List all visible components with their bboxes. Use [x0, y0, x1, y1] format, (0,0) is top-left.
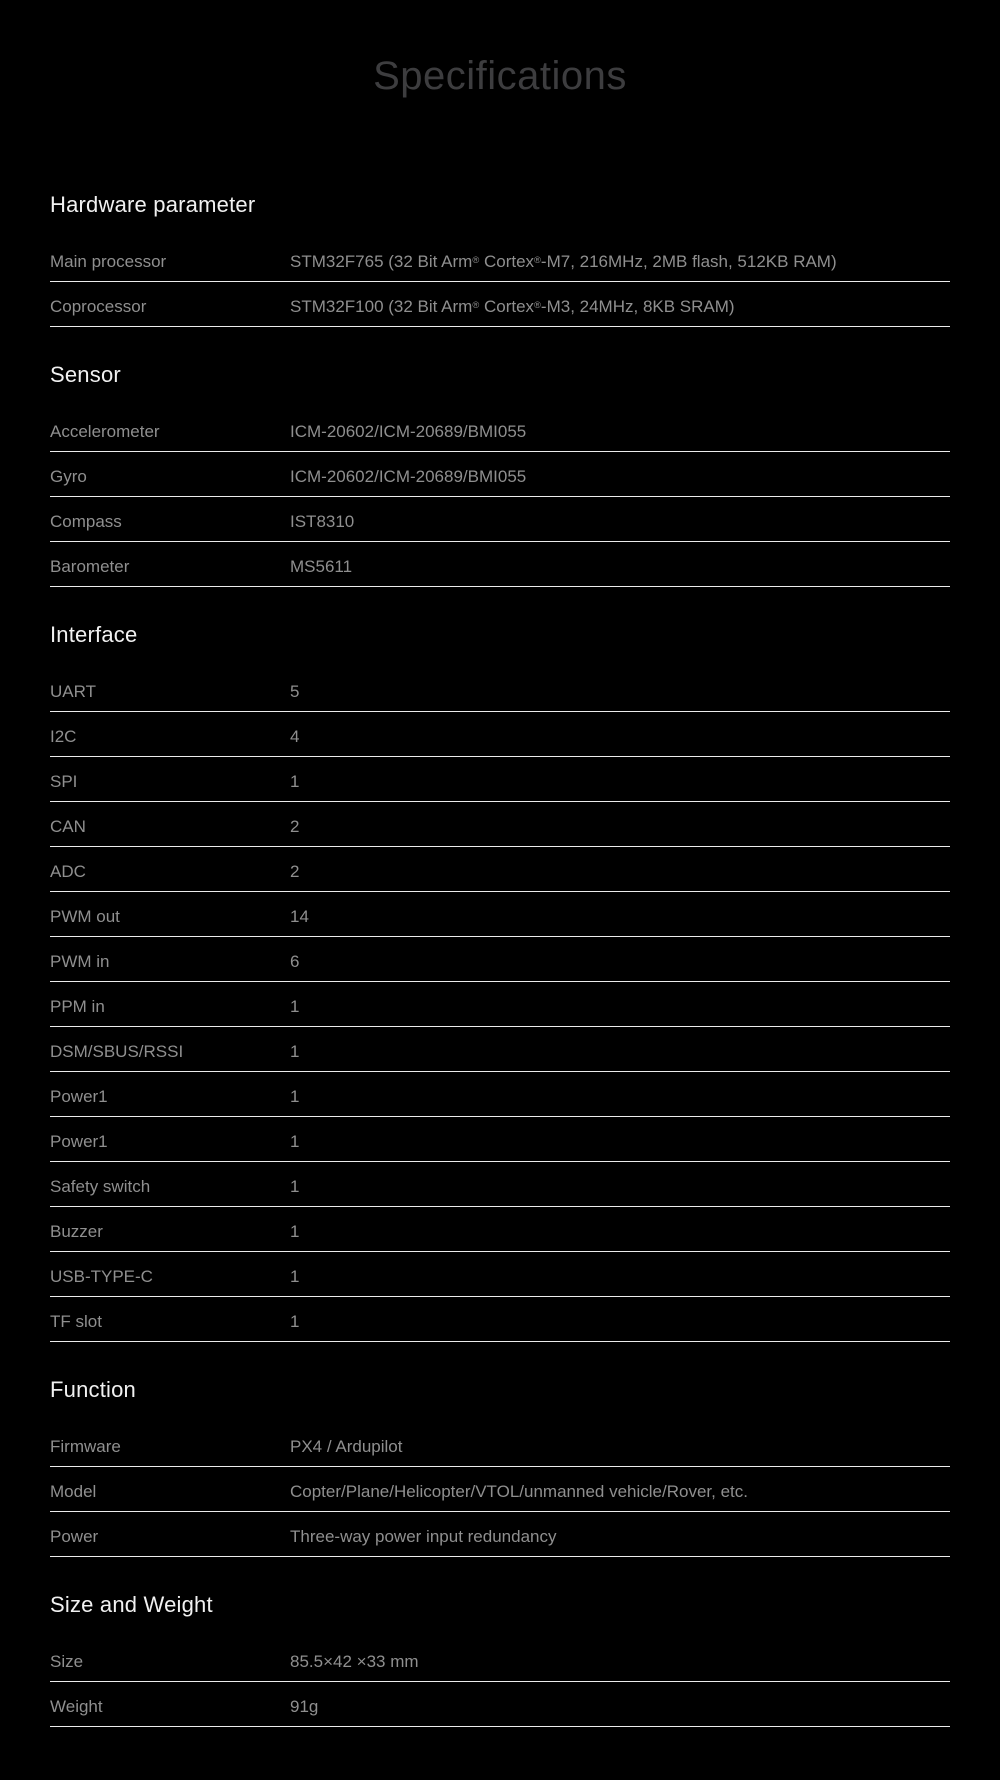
spec-value: 1 [290, 1042, 300, 1061]
section-sensor [50, 327, 950, 587]
table-row [50, 1297, 950, 1342]
table-row [50, 282, 950, 327]
section-title-sensor: Sensor [50, 362, 121, 387]
spec-label: Firmware [50, 1437, 121, 1456]
table-row [50, 1637, 950, 1682]
spec-label: Gyro [50, 467, 87, 486]
spec-label: USB-TYPE-C [50, 1267, 153, 1286]
section-hardware-parameter [50, 157, 950, 327]
spec-label: Compass [50, 512, 122, 531]
spec-value: 1 [290, 1267, 300, 1286]
table-row [50, 757, 950, 802]
spec-table-interface [50, 667, 950, 1342]
spec-value: 1 [290, 997, 300, 1016]
table-row [50, 497, 950, 542]
section-title-interface: Interface [50, 622, 138, 647]
spec-value: 91g [290, 1697, 319, 1716]
section-title-size-and-weight: Size and Weight [50, 1592, 213, 1617]
spec-label: Barometer [50, 557, 130, 576]
table-row [50, 1162, 950, 1207]
spec-label: ADC [50, 862, 86, 881]
table-row [50, 1512, 950, 1557]
spec-label: Model [50, 1482, 97, 1501]
spec-label: Power [50, 1527, 99, 1546]
spec-value: 1 [290, 1087, 300, 1106]
spec-value: STM32F765 (32 Bit Arm® Cortex®-M7, 216MHz, 2MB flash, 512KB RAM) [290, 252, 837, 271]
spec-table-sensor [50, 407, 950, 587]
spec-value: 2 [290, 817, 300, 836]
section-size-and-weight [50, 1557, 950, 1727]
table-row [50, 542, 950, 587]
spec-label: DSM/SBUS/RSSI [50, 1042, 184, 1061]
spec-value: 1 [290, 1132, 300, 1151]
spec-value: 1 [290, 772, 300, 791]
spec-label: UART [50, 682, 96, 701]
spec-value: ICM-20602/ICM-20689/BMI055 [290, 422, 527, 441]
spec-value: MS5611 [290, 557, 353, 576]
spec-label: Power1 [50, 1132, 108, 1151]
spec-value: 2 [290, 862, 300, 881]
section-function [50, 1342, 950, 1557]
table-row [50, 847, 950, 892]
spec-value: Three-way power input redundancy [290, 1527, 557, 1546]
table-row [50, 892, 950, 937]
spec-table-function [50, 1422, 950, 1557]
spec-value: 5 [290, 682, 300, 701]
spec-label: Accelerometer [50, 422, 160, 441]
spec-label: Weight [50, 1697, 103, 1716]
table-row [50, 1027, 950, 1072]
spec-value: ICM-20602/ICM-20689/BMI055 [290, 467, 527, 486]
spec-label: Main processor [50, 252, 167, 271]
specifications-content [50, 157, 950, 1727]
spec-value: 4 [290, 727, 300, 746]
table-row [50, 1467, 950, 1512]
spec-value: 1 [290, 1222, 300, 1241]
section-title-function: Function [50, 1377, 136, 1402]
spec-label: TF slot [50, 1312, 102, 1331]
section-title-hardware-parameter: Hardware parameter [50, 192, 256, 217]
table-row [50, 1117, 950, 1162]
table-row [50, 712, 950, 757]
table-row [50, 1422, 950, 1467]
table-row [50, 667, 950, 712]
section-interface [50, 587, 950, 1342]
spec-label: SPI [50, 772, 78, 791]
spec-value: STM32F100 (32 Bit Arm® Cortex®-M3, 24MHz, 8KB SRAM) [290, 297, 735, 316]
table-row [50, 1207, 950, 1252]
table-row [50, 1682, 950, 1727]
spec-value: 14 [290, 907, 309, 926]
spec-label: CAN [50, 817, 86, 836]
spec-value: IST8310 [290, 512, 355, 531]
spec-value: 1 [290, 1312, 300, 1331]
spec-table-size-and-weight [50, 1637, 950, 1727]
table-row [50, 802, 950, 847]
table-row [50, 937, 950, 982]
specifications-page [0, 52, 1000, 1780]
spec-value: 6 [290, 952, 300, 971]
table-row [50, 237, 950, 282]
table-row [50, 1072, 950, 1117]
page-title: Specifications [373, 54, 627, 98]
spec-table-hardware-parameter [50, 237, 950, 327]
spec-value: 85.5×42 ×33 mm [290, 1652, 419, 1671]
spec-label: I2C [50, 727, 77, 746]
table-row [50, 452, 950, 497]
spec-value: PX4 / Ardupilot [290, 1437, 403, 1456]
spec-value: Copter/Plane/Helicopter/VTOL/unmanned vehicle/Rover, etc. [290, 1482, 748, 1501]
spec-value: 1 [290, 1177, 300, 1196]
spec-label: Safety switch [50, 1177, 151, 1196]
spec-label: PWM in [50, 952, 110, 971]
spec-label: PPM in [50, 997, 105, 1016]
spec-label: Buzzer [50, 1222, 103, 1241]
table-row [50, 407, 950, 452]
spec-label: Size [50, 1652, 84, 1671]
spec-label: Power1 [50, 1087, 108, 1106]
spec-label: Coprocessor [50, 297, 147, 316]
spec-label: PWM out [50, 907, 120, 926]
table-row [50, 982, 950, 1027]
table-row [50, 1252, 950, 1297]
